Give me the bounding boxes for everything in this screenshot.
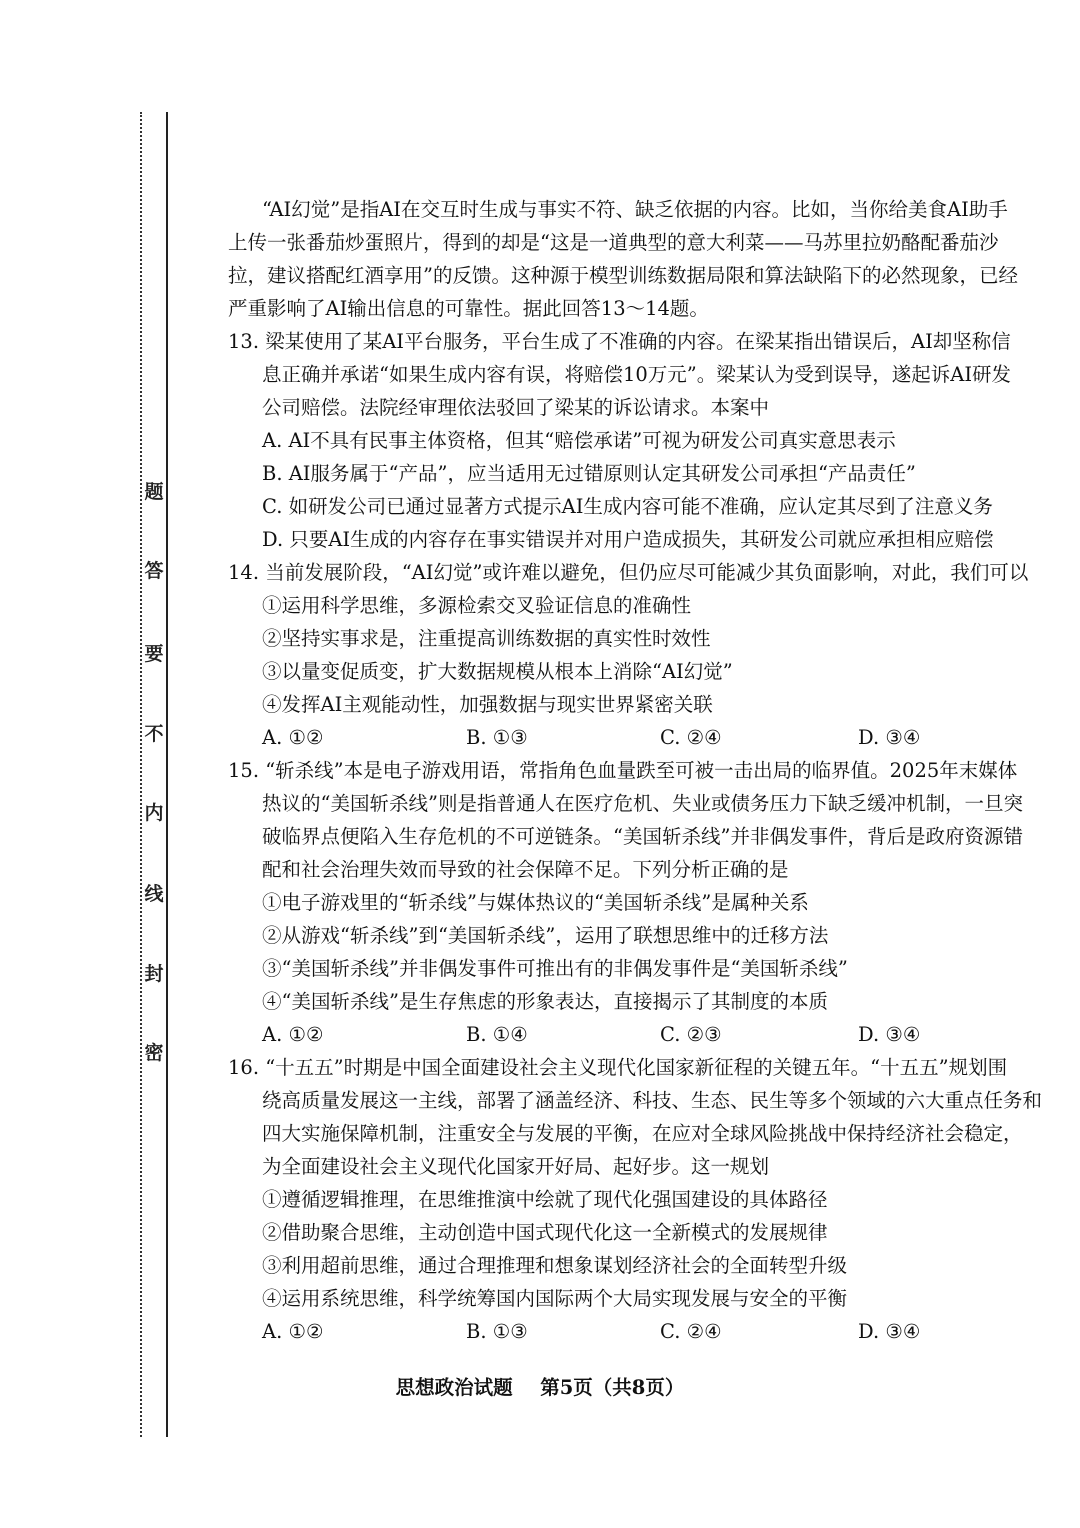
choice-b: B. ①③ <box>466 726 528 749</box>
binding-char: 密 <box>144 1042 164 1064</box>
question-stem-line: 16. “十五五”时期是中国全面建设社会主义现代化国家新征程的关键五年。“十五五”规划围 <box>228 1056 1008 1079</box>
binding-dotted-line <box>140 112 142 1437</box>
answer-option: B. AI服务属于“产品”，应当适用无过错原则认定其研发公司承担“产品责任” <box>262 462 916 485</box>
statement-item: ④发挥AI主观能动性，加强数据与现实世界紧密关联 <box>262 693 713 716</box>
choice-d: D. ③④ <box>858 1023 921 1046</box>
binding-char: 内 <box>144 802 164 824</box>
choice-d: D. ③④ <box>858 1320 921 1343</box>
statement-item: ②坚持实事求是，注重提高训练数据的真实性时效性 <box>262 627 711 650</box>
statement-item: ③“美国斩杀线”并非偶发事件可推出有的非偶发事件是“美国斩杀线” <box>262 957 848 980</box>
question-stem-line: 公司赔偿。法院经审理依法驳回了梁某的诉讼请求。本案中 <box>262 396 770 419</box>
statement-item: ②从游戏“斩杀线”到“美国斩杀线”，运用了联想思维中的迁移方法 <box>262 924 829 947</box>
choice-b: B. ①③ <box>466 1320 528 1343</box>
choice-c: C. ②④ <box>660 726 722 749</box>
question-stem-line: 15. “斩杀线”本是电子游戏用语，常指角色血量跌至可被一击出局的临界值。2025年末媒体 <box>228 759 1018 782</box>
question-stem-line: 配和社会治理失效而导致的社会保障不足。下列分析正确的是 <box>262 858 789 881</box>
binding-solid-line <box>166 112 168 1437</box>
binding-char: 题 <box>144 481 164 503</box>
question-stem-line: 绕高质量发展这一主线，部署了涵盖经济、科技、生态、民生等多个领域的六大重点任务和 <box>262 1089 1043 1112</box>
choice-d: D. ③④ <box>858 726 921 749</box>
choice-row <box>262 1319 982 1345</box>
page-footer <box>0 1375 1080 1401</box>
statement-item: ②借助聚合思维，主动创造中国式现代化这一全新模式的发展规律 <box>262 1221 828 1244</box>
statement-item: ③利用超前思维，通过合理推理和想象谋划经济社会的全面转型升级 <box>262 1254 848 1277</box>
intro-line: 上传一张番茄炒蛋照片，得到的却是“这是一道典型的意大利菜——马苏里拉奶酪配番茄沙 <box>228 231 999 254</box>
question-stem-line: 四大实施保障机制，注重安全与发展的平衡，在应对全球风险挑战中保持经济社会稳定， <box>262 1122 1023 1145</box>
binding-char: 不 <box>144 723 164 745</box>
question-stem-line: 13. 梁某使用了某AI平台服务，平台生成了不准确的内容。在梁某指出错误后，AI却坚称信 <box>228 330 1011 353</box>
intro-line: 拉，建议搭配红酒享用”的反馈。这种源于模型训练数据局限和算法缺陷下的必然现象，已经 <box>228 264 1018 287</box>
question-stem-line: 14. 当前发展阶段，“AI幻觉”或许难以避免，但仍应尽可能减少其负面影响，对此，我们可以 <box>228 561 1029 584</box>
choice-a: A. ①② <box>262 726 324 749</box>
statement-item: ④运用系统思维，科学统筹国内国际两个大局实现发展与安全的平衡 <box>262 1287 848 1310</box>
question-stem-line: 破临界点便陷入生存危机的不可逆链条。“美国斩杀线”并非偶发事件，背后是政府资源错 <box>262 825 1023 848</box>
statement-item: ①遵循逻辑推理，在思维推演中绘就了现代化强国建设的具体路径 <box>262 1188 828 1211</box>
choice-b: B. ①④ <box>466 1023 528 1046</box>
choice-row <box>262 1022 982 1048</box>
binding-char: 封 <box>144 963 164 985</box>
binding-char: 答 <box>144 560 164 582</box>
statement-item: ①运用科学思维，多源检索交叉验证信息的准确性 <box>262 594 692 617</box>
choice-c: C. ②④ <box>660 1320 722 1343</box>
question-stem-line: 息正确并承诺“如果生成内容有误，将赔偿10万元”。梁某认为受到误导，遂起诉AI研发 <box>262 363 1012 386</box>
question-stem-line: 为全面建设社会主义现代化国家开好局、起好步。这一规划 <box>262 1155 770 1178</box>
statement-item: ④“美国斩杀线”是生存焦虑的形象表达，直接揭示了其制度的本质 <box>262 990 828 1013</box>
choice-row <box>262 725 982 751</box>
answer-option: C. 如研发公司已通过显著方式提示AI生成内容可能不准确，应认定其尽到了注意义务 <box>262 495 993 518</box>
statement-item: ③以量变促质变，扩大数据规模从根本上消除“AI幻觉” <box>262 660 733 683</box>
choice-a: A. ①② <box>262 1320 324 1343</box>
choice-a: A. ①② <box>262 1023 324 1046</box>
binding-char: 线 <box>144 883 164 905</box>
answer-option: A. AI不具有民事主体资格，但其“赔偿承诺”可视为研发公司真实意思表示 <box>262 429 896 452</box>
question-stem-line: 热议的“美国斩杀线”则是指普通人在医疗危机、失业或债务压力下缺乏缓冲机制，一旦突 <box>262 792 1023 815</box>
answer-option: D. 只要AI生成的内容存在事实错误并对用户造成损失，其研发公司就应承担相应赔偿 <box>262 528 994 551</box>
statement-item: ①电子游戏里的“斩杀线”与媒体热议的“美国斩杀线”是属种关系 <box>262 891 809 914</box>
intro-line: “AI幻觉”是指AI在交互时生成与事实不符、缺乏依据的内容。比如，当你给美食AI助手 <box>262 198 1008 221</box>
intro-line: 严重影响了AI输出信息的可靠性。据此回答13～14题。 <box>228 297 709 320</box>
footer-subject: 思想政治试题 <box>395 1376 513 1399</box>
footer-page-number: 第5页（共8页） <box>540 1376 685 1399</box>
binding-char: 要 <box>144 643 164 665</box>
choice-c: C. ②③ <box>660 1023 722 1046</box>
